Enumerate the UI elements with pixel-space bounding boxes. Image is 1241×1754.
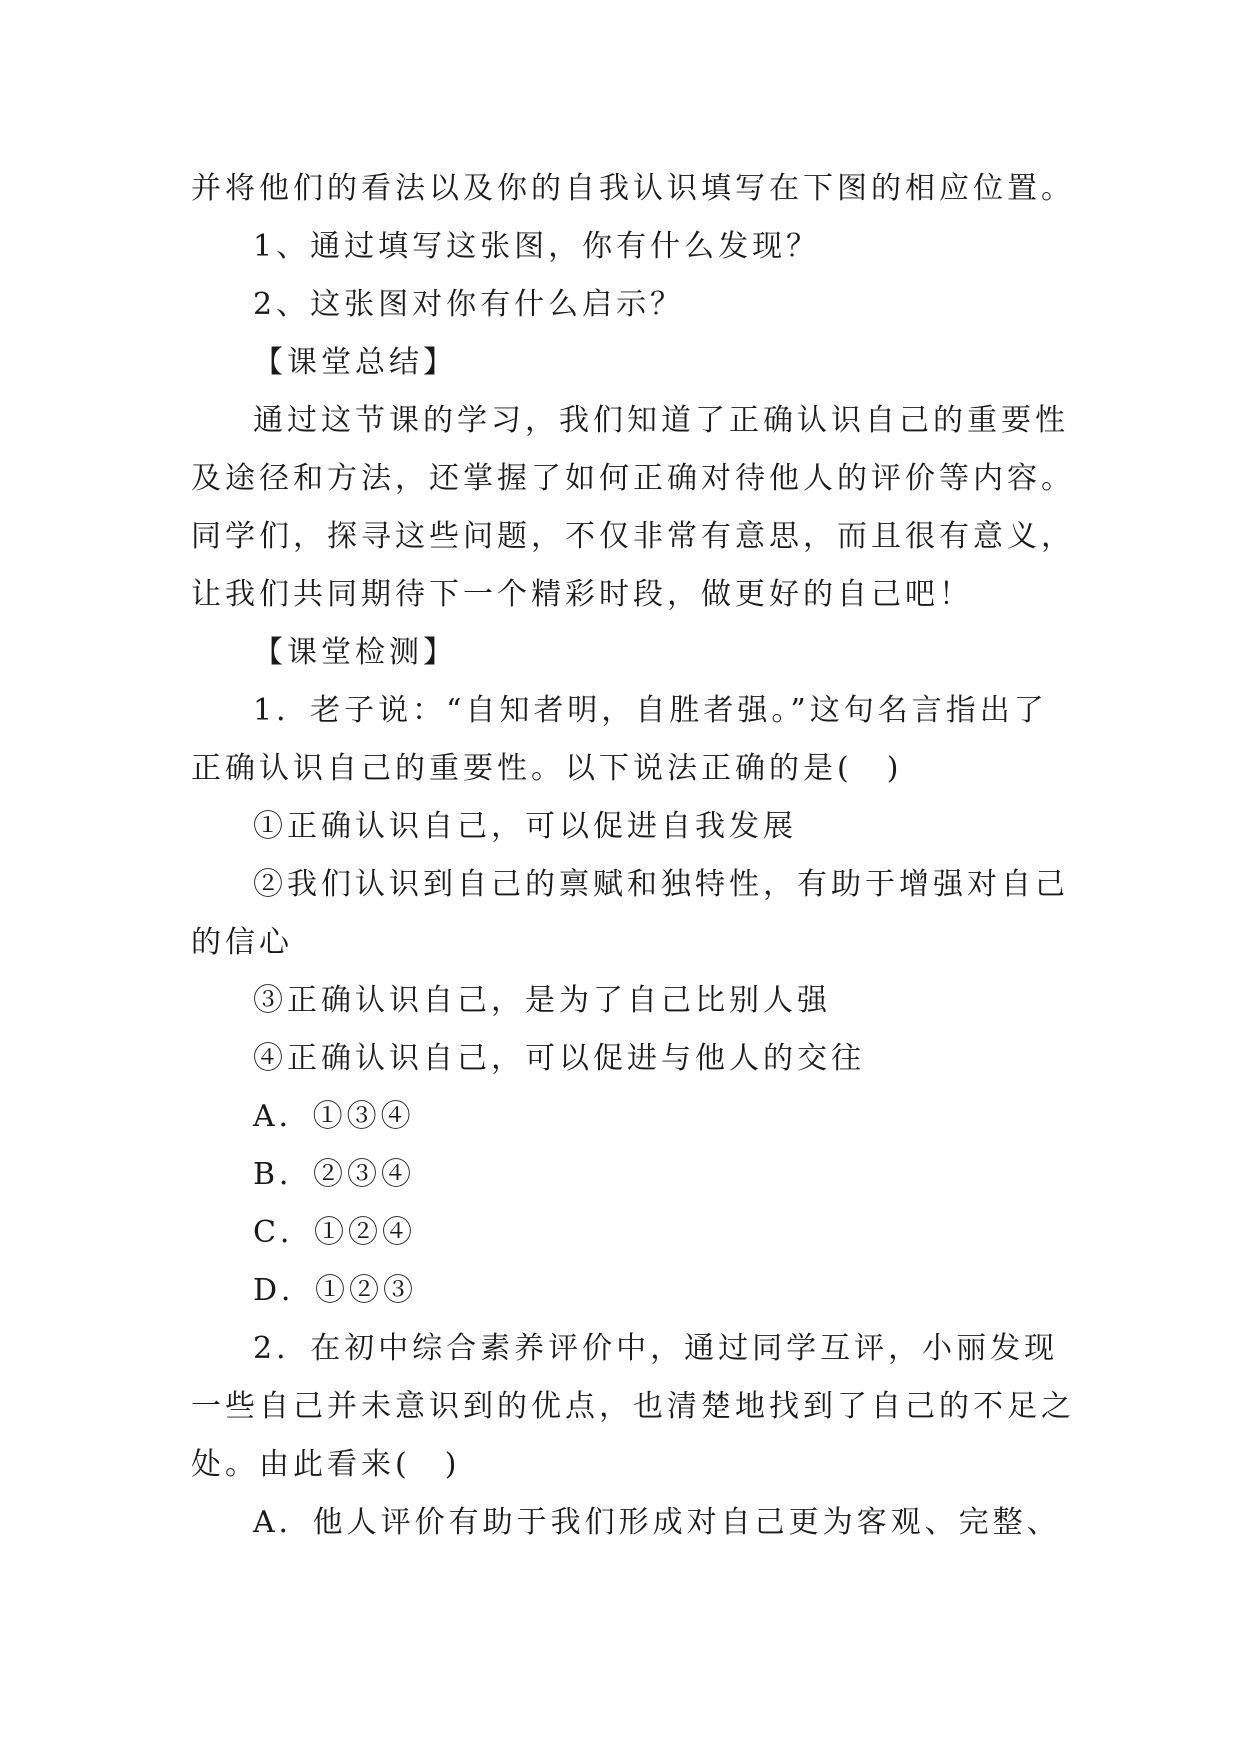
summary-line-1: 通过这节课的学习，我们知道了正确认识自己的重要性 (253, 403, 1069, 438)
summary-line-3: 同学们，探寻这些问题，不仅非常有意思，而且很有意义， (191, 519, 1075, 554)
test-question-1-line-2: 正确认识自己的重要性。以下说法正确的是( ) (191, 751, 903, 786)
option-a: A．①③④ (253, 1099, 415, 1134)
test-question-2-line-3: 处。由此看来( ) (191, 1447, 461, 1482)
test-question-2-line-1: 2．在初中综合素养评价中，通过同学互评，小丽发现 (253, 1331, 1059, 1366)
question-2-option-a: A．他人评价有助于我们形成对自己更为客观、完整、 (253, 1505, 1061, 1540)
test-question-2-line-2: 一些自己并未意识到的优点，也清楚地找到了自己的不足之 (191, 1389, 1075, 1424)
summary-line-2: 及途径和方法，还掌握了如何正确对待他人的评价等内容。 (191, 461, 1075, 496)
statement-3: ③正确认识自己，是为了自己比别人强 (253, 983, 831, 1018)
document-body (191, 160, 1075, 1552)
option-b: B．②③④ (253, 1157, 416, 1192)
statement-2-line-2: 的信心 (191, 925, 293, 960)
option-c: C．①②④ (253, 1215, 416, 1250)
summary-line-4: 让我们共同期待下一个精彩时段，做更好的自己吧！ (191, 577, 973, 612)
text-line-1: 并将他们的看法以及你的自我认识填写在下图的相应位置。 (191, 171, 1075, 206)
statement-2-line-1: ②我们认识到自己的禀赋和独特性，有助于增强对自己 (253, 867, 1069, 902)
test-question-1-line-1: 1．老子说：“自知者明，自胜者强。”这句名言指出了 (253, 693, 1048, 728)
question-line-2: 2、这张图对你有什么启示？ (253, 287, 685, 322)
section-heading-test: 【课堂检测】 (253, 635, 457, 670)
statement-4: ④正确认识自己，可以促进与他人的交往 (253, 1041, 865, 1076)
question-line-1: 1、通过填写这张图，你有什么发现？ (253, 229, 821, 264)
statement-1: ①正确认识自己，可以促进自我发展 (253, 809, 797, 844)
option-d: D．①②③ (253, 1273, 418, 1308)
section-heading-summary: 【课堂总结】 (253, 345, 457, 380)
